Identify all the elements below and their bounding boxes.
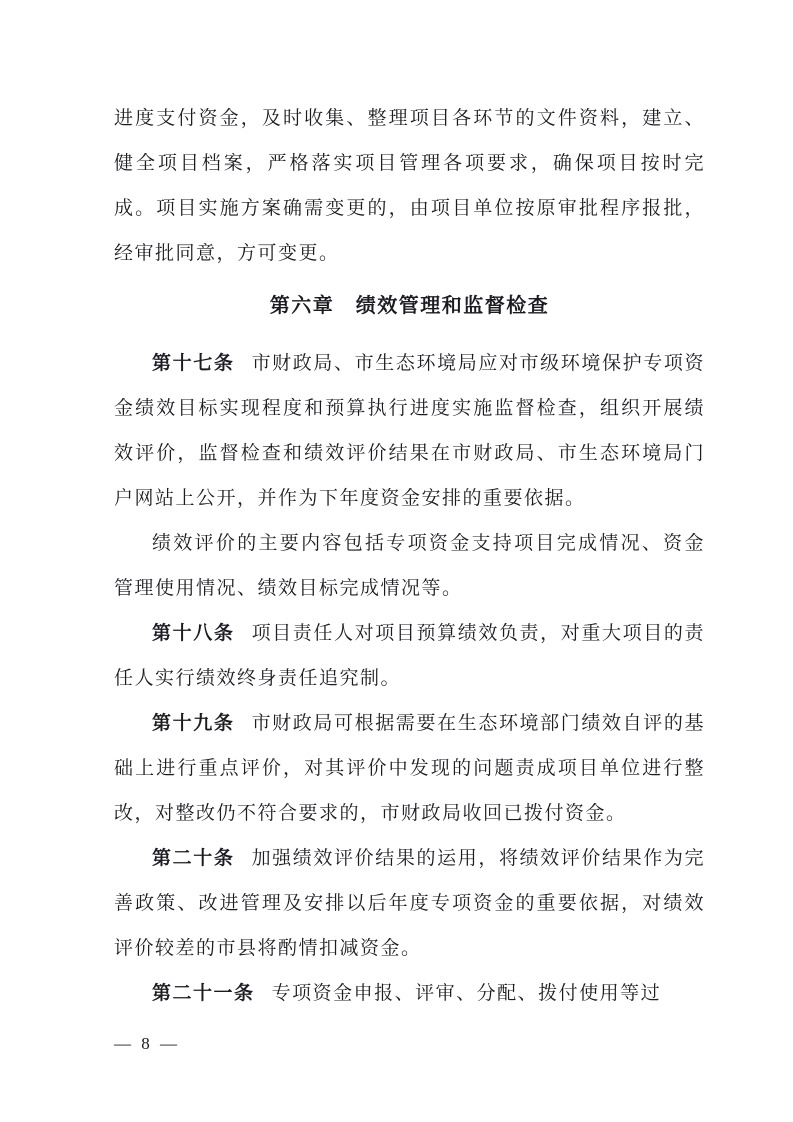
article-21 <box>114 971 705 1016</box>
paragraph-continuation: 进度支付资金，及时收集、整理项目各环节的文件资料，建立、健全项目档案，严格落实项目管理各项要求，确保项目按时完成。项目实施方案确需变更的，由项目单位按原审批程序报批，经审批同意，方可变更。 <box>114 108 705 264</box>
article-19-text: 市财政局可根据需要在生态环境部门绩效自评的基础上进行重点评价，对其评价中发现的问题责成项目单位进行整改，对整改仍不符合要求的，市财政局收回已拨付资金。 <box>114 713 705 824</box>
article-17 <box>114 341 705 521</box>
paragraph-evaluation-content: 绩效评价的主要内容包括专项资金支持项目完成情况、资金管理使用情况、绩效目标完成情况等。 <box>114 533 705 599</box>
document-content <box>114 96 705 1016</box>
article-18-text: 项目责任人对项目预算绩效负责，对重大项目的责任人实行绩效终身责任追究制。 <box>114 623 705 689</box>
article-21-text: 专项资金申报、评审、分配、拨付使用等过 <box>271 983 662 1004</box>
page-number: — 8 — <box>114 1034 180 1053</box>
article-17-number: 第十七条 <box>152 353 235 374</box>
article-17-text: 市财政局、市生态环境局应对市级环境保护专项资金绩效目标实现程度和预算执行进度实施监督检查，组织开展绩效评价，监督检查和绩效评价结果在市财政局、市生态环境局门户网站上公开，并作为下年度资金安排的重要依据。 <box>114 353 705 509</box>
article-19 <box>114 701 705 836</box>
chapter-heading: 第六章 绩效管理和监督检查 <box>269 295 550 317</box>
article-20-number: 第二十条 <box>152 848 235 869</box>
article-18 <box>114 611 705 701</box>
article-20 <box>114 836 705 971</box>
article-20-text: 加强绩效评价结果的运用，将绩效评价结果作为完善政策、改进管理及安排以后年度专项资金的重要依据，对绩效评价较差的市县将酌情扣减资金。 <box>114 848 705 959</box>
article-19-number: 第十九条 <box>152 713 235 734</box>
article-21-number: 第二十一条 <box>152 983 255 1004</box>
article-18-number: 第十八条 <box>152 623 235 644</box>
